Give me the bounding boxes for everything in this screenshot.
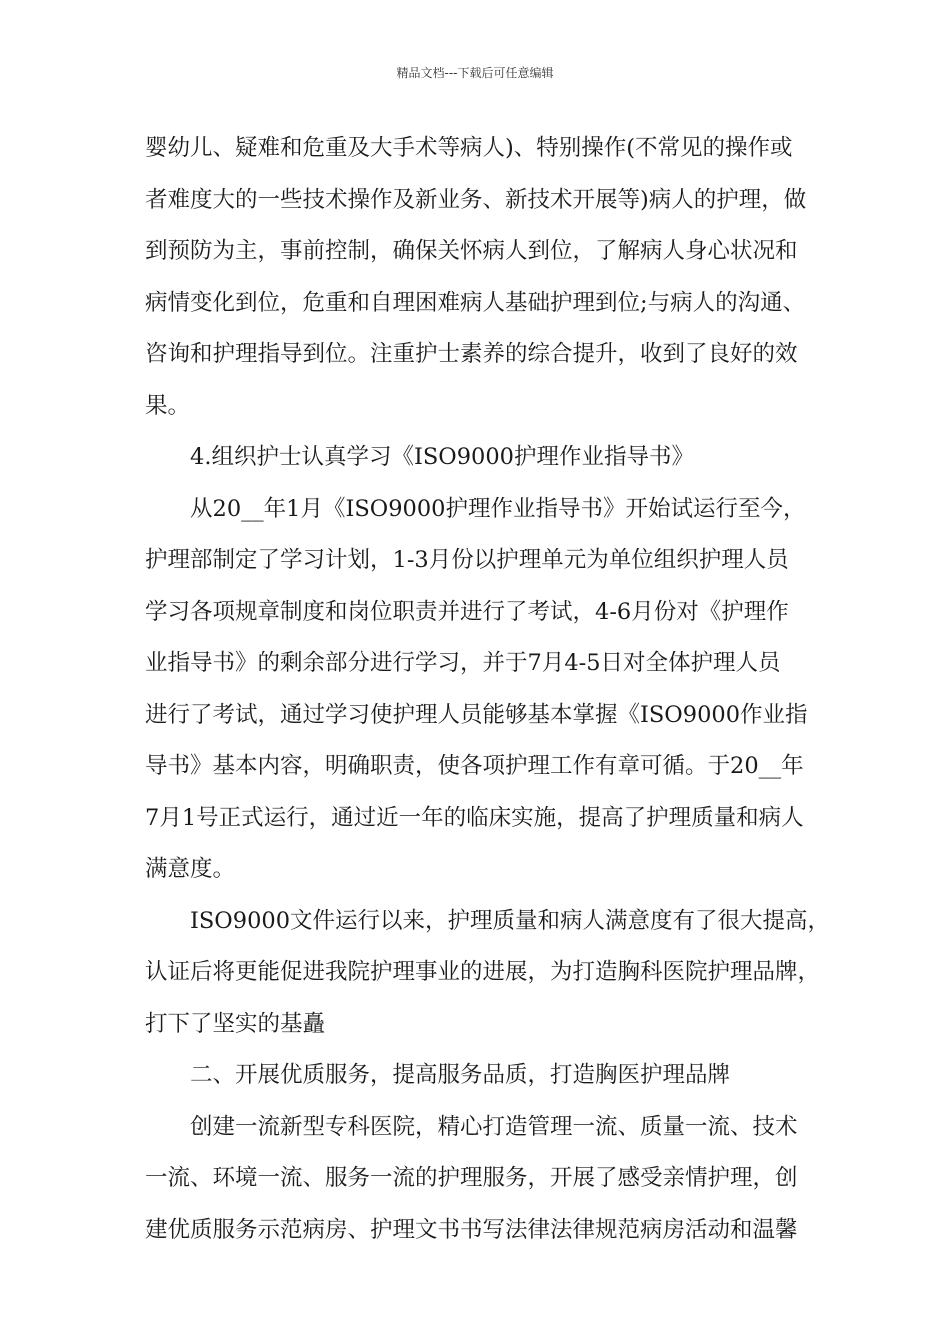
text-line: 果。	[145, 392, 191, 419]
document-body	[145, 133, 831, 1266]
text-line: 二、开展优质服务，提高服务品质，打造胸医护理品牌	[190, 1062, 731, 1088]
text-line: 满意度。	[145, 856, 236, 882]
text-line: 业指导书》的剩余部分进行学习，并于7月4-5日对全体护理人员	[145, 650, 781, 676]
text-line: 导书》基本内容，明确职责，使各项护理工作有章可循。于20__年	[145, 753, 804, 779]
text-line: ISO9000文件运行以来，护理质量和病人满意度有了很大提高，	[190, 907, 831, 934]
text-line: 从20__年1月《ISO9000护理作业指导书》开始试运行至今，	[190, 495, 806, 522]
page-header: 精品文档---下载后可任意编辑	[396, 66, 554, 80]
text-line: 打下了坚实的基矗	[145, 1010, 326, 1037]
text-line: 一流、环境一流、服务一流的护理服务，开展了感受亲情护理，创	[145, 1165, 798, 1191]
text-line: 到预防为主，事前控制，确保关怀病人到位，了解病人身心状况和	[145, 238, 798, 264]
text-line: 病情变化到位，危重和自理困难病人基础护理到位;与病人的沟通、	[145, 289, 806, 316]
text-line: 7月1号正式运行，通过近一年的临床实施，提高了护理质量和病人	[145, 804, 804, 831]
text-line: 建优质服务示范病房、护理文书书写法律法律规范病房活动和温馨	[145, 1216, 798, 1243]
text-line: 者难度大的一些技术操作及新业务、新技术开展等)病人的护理，做	[145, 186, 807, 213]
text-line: 认证后将更能促进我院护理事业的进展，为打造胸科医院护理品牌，	[145, 959, 821, 985]
text-line: 护理部制定了学习计划，1-3月份以护理单元为单位组织护理人员	[145, 547, 789, 573]
text-line: 创建一流新型专科医院，精心打造管理一流、质量一流、技术	[190, 1113, 798, 1140]
text-line: 4.组织护士认真学习《ISO9000护理作业指导书》	[190, 444, 694, 470]
text-line: 进行了考试，通过学习使护理人员能够基本掌握《ISO9000作业指	[145, 701, 808, 728]
text-line: 学习各项规章制度和岗位职责并进行了考试，4-6月份对《护理作	[145, 598, 789, 625]
text-line: 咨询和护理指导到位。注重护士素养的综合提升，收到了良好的效	[145, 341, 798, 367]
text-line: 婴幼儿、疑难和危重及大手术等病人)、特别操作(不常见的操作或	[145, 135, 793, 161]
